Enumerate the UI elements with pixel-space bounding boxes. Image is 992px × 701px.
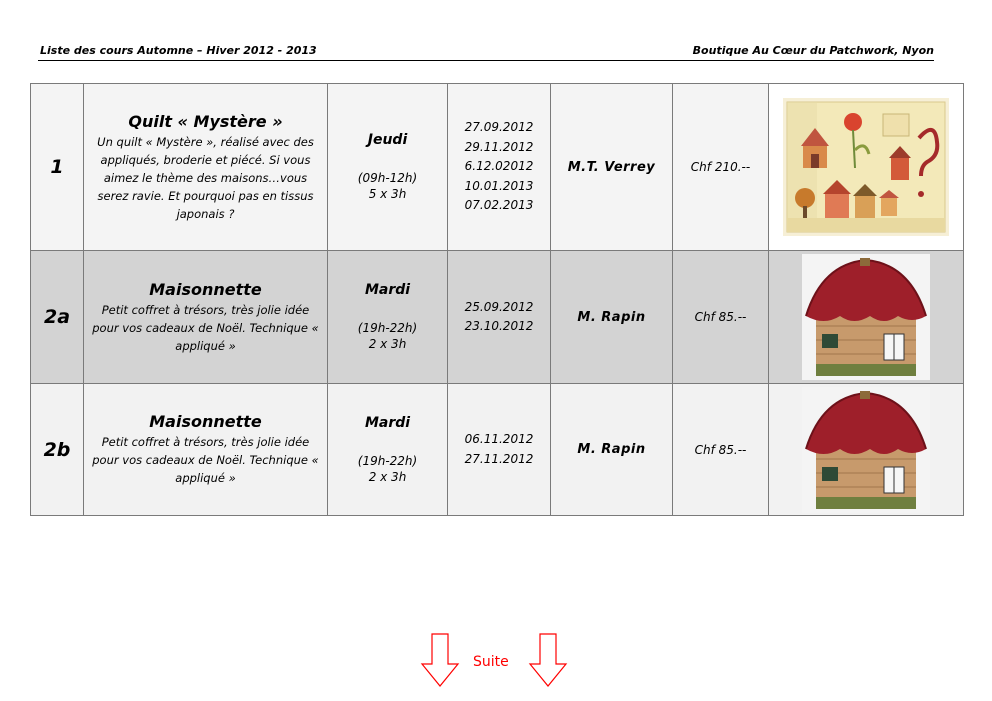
course-dates <box>448 298 550 337</box>
date-item: 23.10.2012 <box>464 319 534 333</box>
fabric-house-box-photo <box>802 254 930 380</box>
course-sessions: 2 x 3h <box>368 337 407 351</box>
courses-table <box>30 83 964 516</box>
date-item: 6.12.02012 <box>464 159 534 174</box>
course-time: (19h-22h) <box>357 321 418 335</box>
course-price: Chf 85.-- <box>694 310 747 324</box>
course-day: Jeudi <box>367 132 408 148</box>
course-sessions: 2 x 3h <box>368 469 407 484</box>
course-dates <box>448 118 550 216</box>
date-item: 06.11.2012 <box>464 432 534 446</box>
date-item: 29.11.2012 <box>464 139 534 154</box>
course-title: Maisonnette <box>149 412 262 431</box>
date-item: 27.09.2012 <box>464 120 534 135</box>
course-price: Chf 210.-- <box>690 160 751 174</box>
course-number: 2b <box>43 438 71 461</box>
quilt-mystery-photo <box>783 98 949 236</box>
table-row <box>31 384 964 516</box>
course-teacher: M.T. Verrey <box>567 159 656 175</box>
document-header-right: Boutique Au Cœur du Patchwork, Nyon <box>692 44 934 57</box>
course-description: Un quilt « Mystère », réalisé avec des appliqués, broderie et piécé. Si vous aimez le thème des maisons…vous serez ravie. Et pourquoi pas en tissus japonais ? <box>97 134 314 221</box>
course-number: 2a <box>43 306 71 328</box>
arrow-down-icon <box>528 632 568 688</box>
date-item: 10.01.2013 <box>464 178 534 193</box>
header-rule <box>38 60 934 61</box>
course-day: Mardi <box>364 282 411 298</box>
course-title: Maisonnette <box>149 279 262 299</box>
table-row <box>31 251 964 384</box>
continue-indicator <box>420 632 580 692</box>
course-time: (19h-22h) <box>357 453 418 468</box>
course-title: Quilt « Mystère » <box>128 111 283 131</box>
course-price: Chf 85.-- <box>694 442 747 457</box>
course-day: Mardi <box>364 414 411 431</box>
course-teacher: M. Rapin <box>577 442 646 457</box>
suite-label: Suite <box>473 654 509 670</box>
arrow-down-icon <box>420 632 460 688</box>
course-sessions: 5 x 3h <box>368 187 407 201</box>
course-time: (09h-12h) <box>357 171 418 185</box>
fabric-house-box-photo <box>802 387 930 513</box>
date-item: 25.09.2012 <box>464 299 534 314</box>
table-row <box>31 84 964 251</box>
course-teacher: M. Rapin <box>577 309 646 325</box>
course-number: 1 <box>50 156 64 178</box>
date-item: 07.02.2013 <box>464 198 534 213</box>
course-description: Petit coffret à trésors, très jolie idée pour vos cadeaux de Noël. Technique « appliqué » <box>92 302 319 353</box>
date-item: 27.11.2012 <box>464 451 534 466</box>
document-header-left: Liste des cours Automne – Hiver 2012 - 2013 <box>40 44 317 57</box>
course-dates <box>448 430 550 469</box>
course-description: Petit coffret à trésors, très jolie idée pour vos cadeaux de Noël. Technique « appliqué » <box>92 435 319 485</box>
